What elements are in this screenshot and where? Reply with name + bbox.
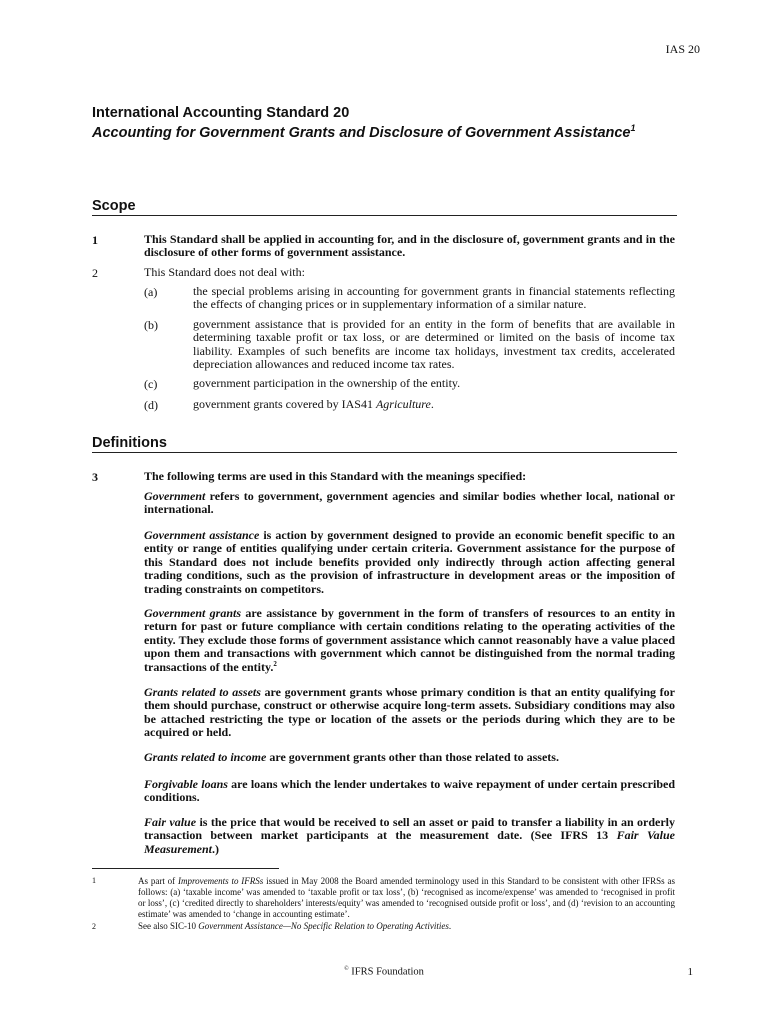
list-item-text: the special problems arising in accounting for government grants in financial statements reflecting the effects of changing prices or in supplementary information of a similar nature.: [193, 284, 675, 312]
title-subject: Accounting for Government Grants and Disclosure of Government Assistance$^1$: [92, 122, 636, 141]
page-number: 1: [687, 966, 693, 978]
definition-grants-related-to-assets: Grants related to assets are government grants whose primary condition is that an entity qualifying for them should purchase, construct or otherwise acquire long-term assets. Subsidiary conditions may also be attached restricting the type or location of the assets or the periods during which they are to be acquired or held.: [144, 685, 675, 740]
definition-government: Government refers to government, government agencies and similar bodies whether local, national or international.: [144, 489, 675, 517]
title-footnote-ref: 1: [630, 122, 636, 133]
definitions-heading: Definitions: [92, 435, 677, 453]
footnote-ref: 2: [273, 659, 277, 668]
paragraph-number: 3: [92, 470, 98, 484]
definition-forgivable-loans: Forgivable loans are loans which the lender undertakes to waive repayment of under certain prescribed conditions.: [144, 777, 675, 805]
footnote-2: See also SIC-10 Government Assistance—No Specific Relation to Operating Activities.: [138, 921, 452, 931]
list-item-label: (d): [144, 398, 158, 412]
list-item-label: (c): [144, 377, 158, 391]
scope-paragraph-2: This Standard does not deal with:: [144, 265, 305, 279]
footnote-1: As part of Improvements to IFRSs issued in May 2008 the Board amended terminology used in this Standard to be consistent with other IFRSs as follows: (a) ‘taxable income’ was amended to ‘taxable profit or tax loss’, (b) ‘recognised as income/expense’ was amended to ‘recognised in profit or loss’, (c) ‘credited directly to shareholders’ interests/equity’ was amended to ‘recognised outside profit or loss’, and (d) ‘revision to an accounting estimate’ was amended to ‘change in accounting estimate’.: [138, 876, 675, 919]
title-standard-name: International Accounting Standard 20: [92, 105, 350, 121]
paragraph-number: 2: [92, 266, 98, 280]
running-head: IAS 20: [665, 42, 700, 56]
footnote-number: 2: [92, 922, 96, 931]
definition-government-grants: Government grants are assistance by government in the form of transfers of resources to an entity in return for past or future compliance with certain conditions relating to the operating activities of the entity. They exclude those forms of government assistance which cannot reasonably have a value placed upon them and transactions with government which cannot be distinguished from the normal trading transactions of the entity.$^2$: [144, 606, 676, 674]
scope-paragraph-1: This Standard shall be applied in accounting for, and in the disclosure of, government grants and in the disclosure of other forms of government assistance.: [144, 232, 675, 260]
list-item-text: government participation in the ownership of the entity.: [193, 376, 461, 390]
definitions-intro: The following terms are used in this Standard with the meanings specified:: [144, 469, 527, 483]
copyright-symbol: ©: [344, 966, 349, 972]
paragraph-number: 1: [92, 233, 98, 247]
definition-government-assistance: Government assistance is action by government designed to provide an economic benefit specific to an entity or range of entities qualifying under certain criteria. Government assistance for the purpose of this Standard does not include benefits provided only indirectly through action affecting general trading conditions, such as the provision of infrastructure in development areas or the imposition of trading constraints on competitors.: [144, 528, 675, 596]
scope-heading: Scope: [92, 198, 677, 216]
list-item-label: (a): [144, 285, 158, 299]
footer-copyright: © IFRS Foundation: [344, 966, 424, 978]
definition-grants-related-to-income: Grants related to income are government grants other than those related to assets.: [144, 750, 559, 764]
footnote-divider: [92, 868, 279, 869]
list-item-text: government assistance that is provided for an entity in the form of benefits that are available in determining taxable profit or tax loss, or are determined or limited on the basis of income tax liability. Examples of such benefits are income tax holidays, investment tax credits, accelerated depreciation allowances and reduced income tax rates.: [193, 317, 675, 372]
list-item-label: (b): [144, 318, 158, 332]
document-title: [92, 105, 692, 142]
definition-fair-value: Fair value is the price that would be received to sell an asset or paid to transfer a liability in an orderly transaction between market participants at the measurement date. (See IFRS 13 Fair Value Measurement.): [144, 815, 676, 856]
footnote-number: 1: [92, 876, 96, 885]
list-item-text: government grants covered by IAS41 Agriculture.: [193, 397, 434, 411]
